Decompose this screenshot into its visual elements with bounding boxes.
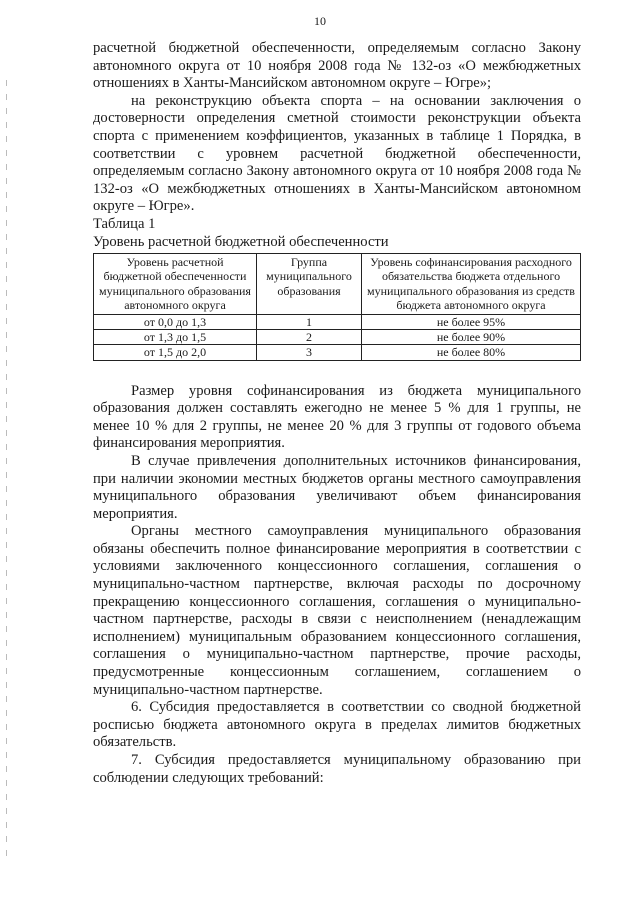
- paragraph: расчетной бюджетной обеспеченности, определяемым согласно Закону автономного округа от 10 ноября 2008 года № 132-оз «О межбюджетных отношениях в Ханты-Мансийском автономном округе – Югре»;: [93, 40, 581, 92]
- table-cell: 1: [257, 314, 362, 329]
- table-row: [94, 314, 581, 329]
- table-cell: не более 90%: [362, 330, 581, 345]
- scan-margin-line: [6, 80, 7, 860]
- paragraph: Органы местного самоуправления муниципального образования обязаны обеспечить полное финансирование мероприятия в соответствии с условиями заключенного концессионного соглашения, соглашения о муниципально-частном партнерстве, включая расходы по досрочному прекращению концессионного соглашения, соглашения о муниципально-частном партнерстве, расходы в связи с неисполнением (ненадлежащим исполнением) муниципальным образованием концессионного соглашения, соглашения о муниципально-частном партнерстве, прочие расходы, предусмотренные концессионным соглашением, соглашением о муниципально-частном партнерстве.: [93, 523, 581, 698]
- table-title: Уровень расчетной бюджетной обеспеченности: [93, 233, 389, 250]
- table-header-row: [94, 254, 581, 315]
- table-cell: от 1,3 до 1,5: [94, 330, 257, 345]
- table-row: [94, 330, 581, 345]
- table-cell: 2: [257, 330, 362, 345]
- table-label: Таблица 1: [93, 215, 156, 232]
- document-body: [93, 40, 581, 787]
- table-spacer: [93, 361, 581, 383]
- table-header-cell: Группа муниципального образования: [257, 254, 362, 315]
- page-number: 10: [314, 14, 326, 28]
- paragraph: 6. Субсидия предоставляется в соответствии со сводной бюджетной росписью бюджета автономного округа в пределах лимитов бюджетных обязательств.: [93, 699, 581, 751]
- paragraph: 7. Субсидия предоставляется муниципальному образованию при соблюдении следующих требований:: [93, 752, 581, 786]
- table-header-cell: Уровень софинансирования расходного обязательства бюджета отдельного муниципального образования из средств бюджета автономного округа: [362, 254, 581, 315]
- table-cell: не более 95%: [362, 314, 581, 329]
- table-cell: 3: [257, 345, 362, 360]
- table-cell: от 1,5 до 2,0: [94, 345, 257, 360]
- paragraph: на реконструкцию объекта спорта – на основании заключения о достоверности определения сметной стоимости реконструкции объекта спорта с применением коэффициентов, указанных в таблице 1 Порядка, в соответствии с уровнем расчетной бюджетной обеспеченности, определяемым согласно Закону автономного округа от 10 ноября 2008 года № 132-оз «О межбюджетных отношениях в Ханты-Мансийском автономном округе – Югре».: [93, 92, 581, 215]
- budget-table: [93, 253, 581, 360]
- table-cell: не более 80%: [362, 345, 581, 360]
- table-header-cell: Уровень расчетной бюджетной обеспеченности муниципального образования автономного округа: [94, 254, 257, 315]
- paragraph: Размер уровня софинансирования из бюджета муниципального образования должен составлять ежегодно не менее 5 % для 1 группы, не менее 10 % для 2 группы, не менее 20 % для 3 группы от годового объема финансирования мероприятия.: [93, 382, 581, 452]
- paragraph: В случае привлечения дополнительных источников финансирования, при наличии экономии местных бюджетов органы местного самоуправления муниципального образования увеличивают объем финансирования мероприятия.: [93, 452, 581, 522]
- table-cell: от 0,0 до 1,3: [94, 314, 257, 329]
- table-row: [94, 345, 581, 360]
